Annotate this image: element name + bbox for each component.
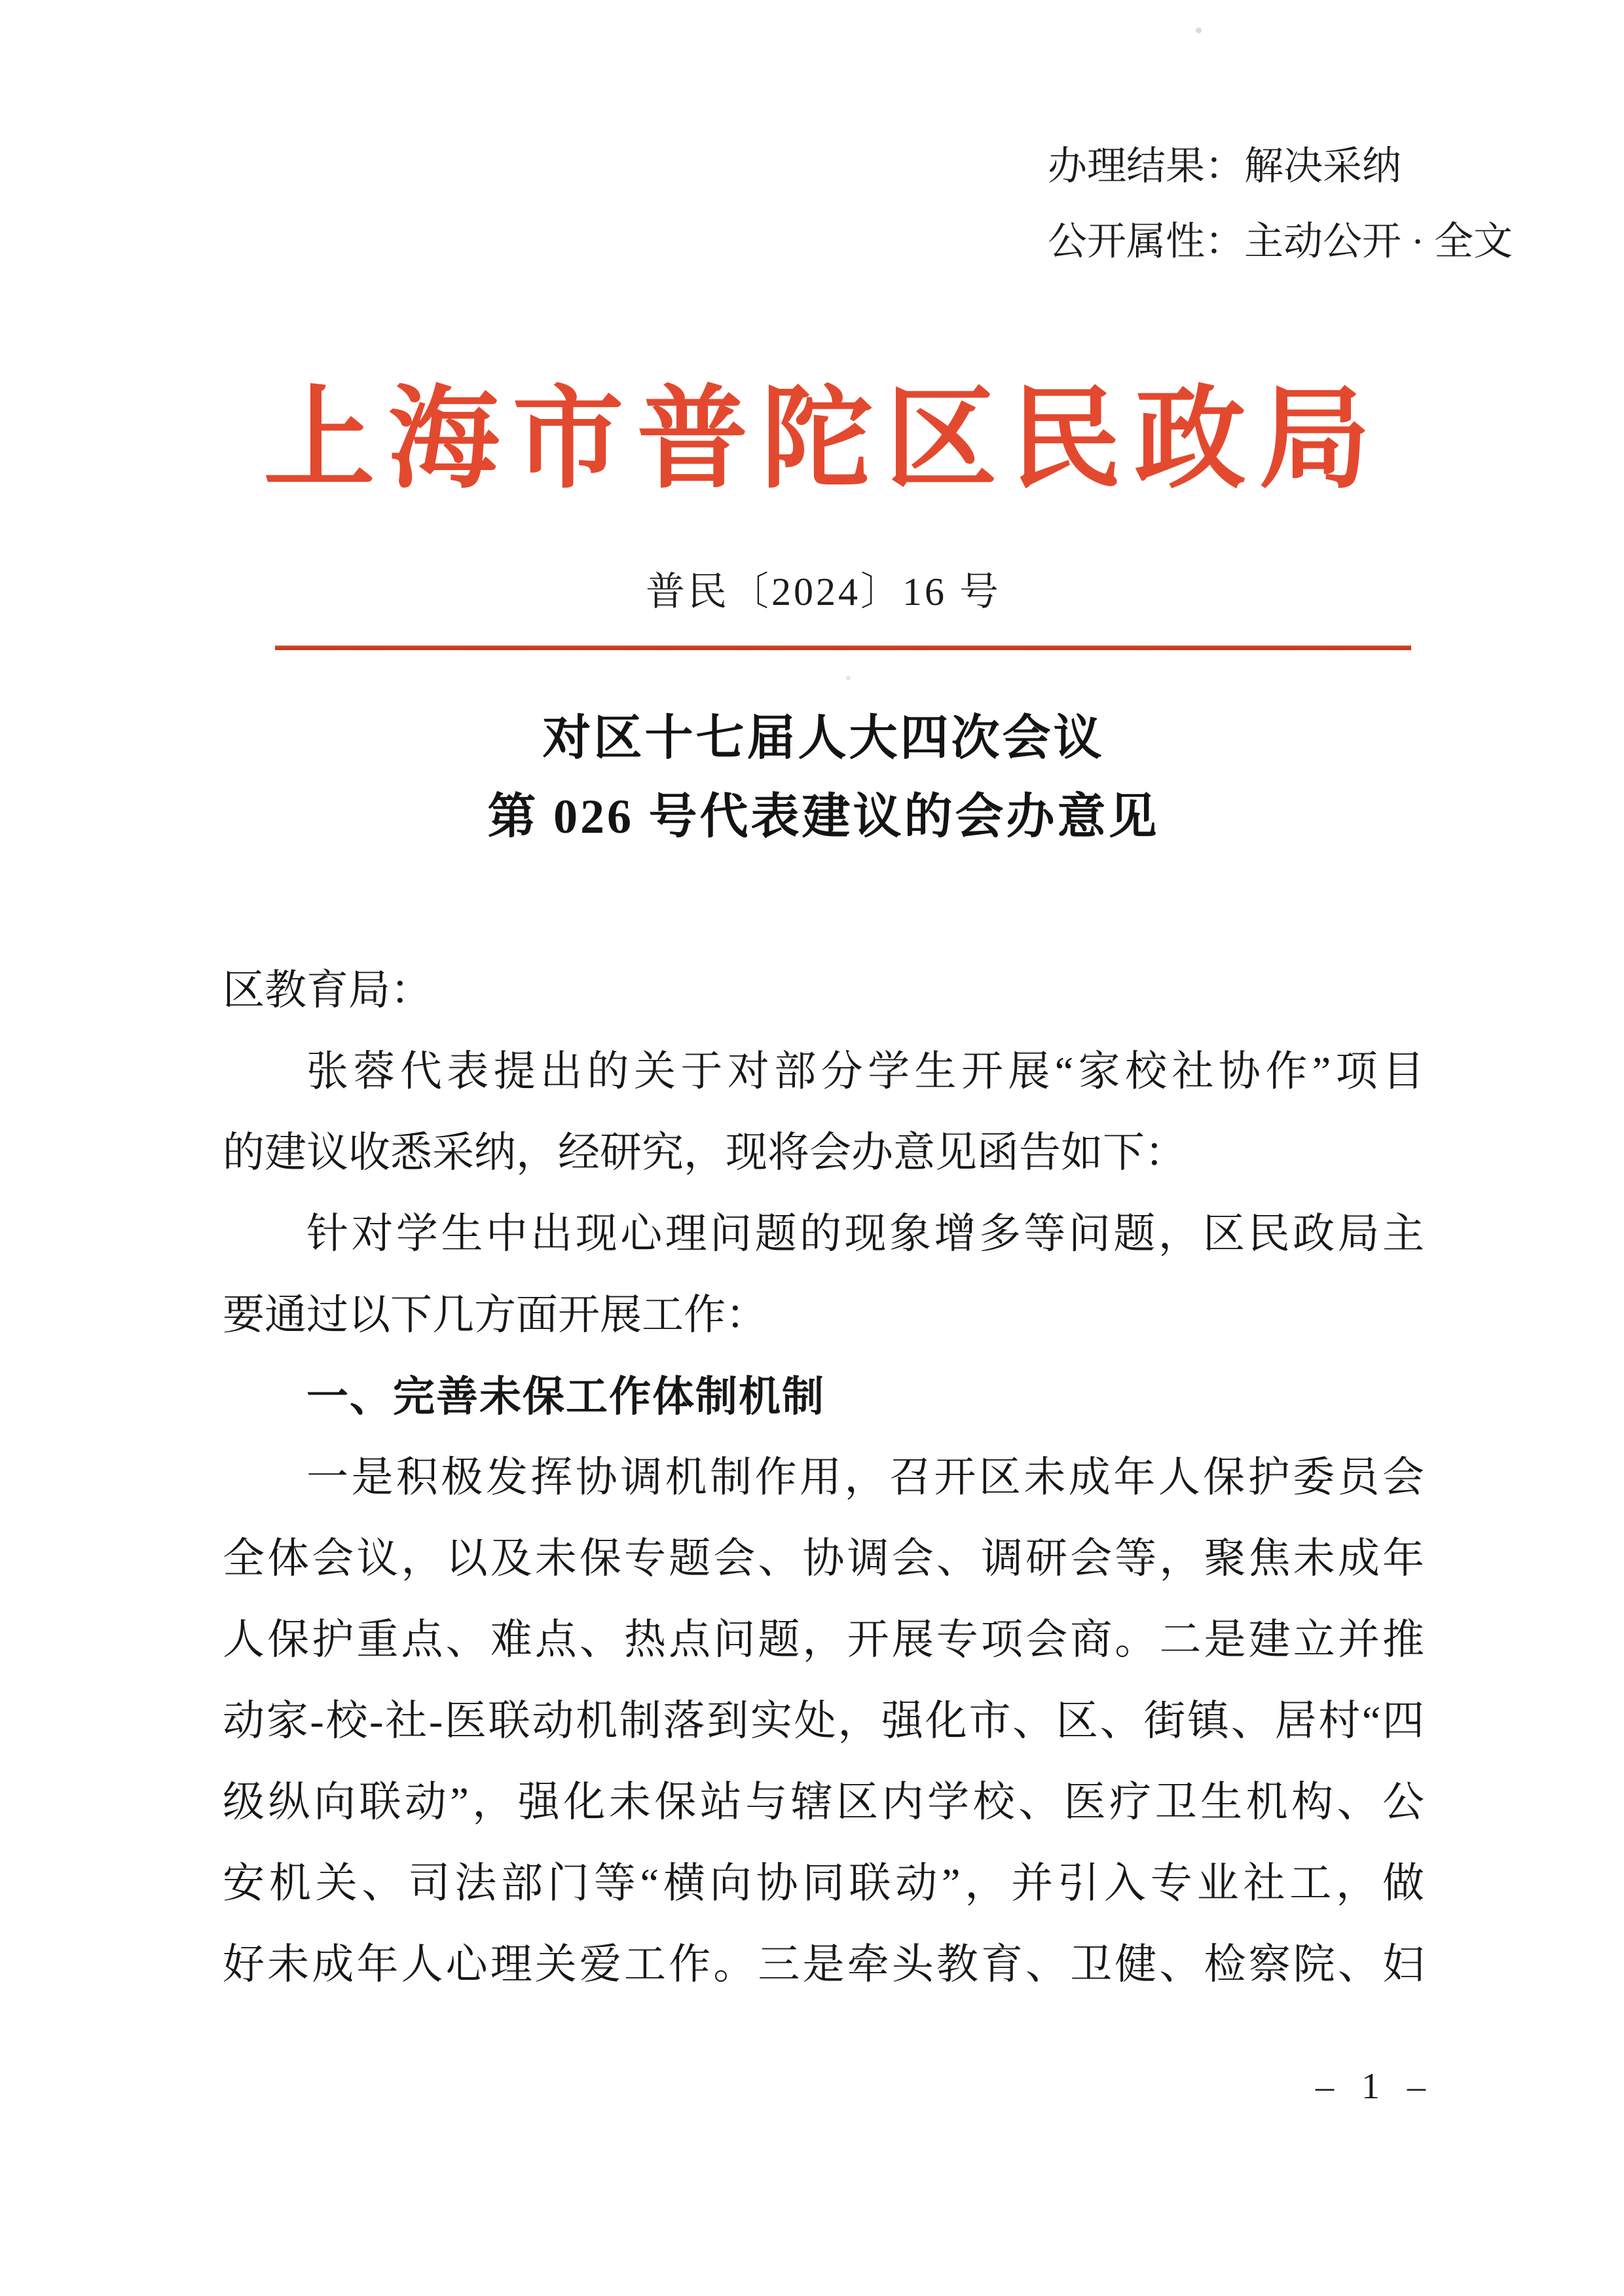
body-line: 动家-校-社-医联动机制落到实处，强化市、区、街镇、居村“四 (223, 1698, 1424, 1744)
body-line: 全体会议，以及未保专题会、协调会、调研会等，聚焦未成年 (223, 1535, 1424, 1582)
scan-speck (846, 676, 851, 680)
body-line: 张蓉代表提出的关于对部分学生开展“家校社协作”项目 (306, 1048, 1424, 1095)
document-title-line1: 对区十七届人大四次会议 (542, 712, 1105, 765)
page-number: – 1 – (1316, 2066, 1435, 2107)
header-meta (1048, 129, 1513, 280)
section-heading-line: 一、完善未保工作体制机制 (306, 1373, 825, 1420)
body-line: 一是积极发挥协调机制作用，召开区未成年人保护委员会 (306, 1454, 1424, 1501)
body-line: 安机关、司法部门等“横向协同联动”，并引入专业社工，做 (223, 1860, 1424, 1906)
scan-speck (1196, 27, 1202, 33)
body-line: 人保护重点、难点、热点问题，开展专项会商。二是建立并推 (223, 1616, 1424, 1663)
handling-result-line: 办理结果：解决采纳 (1048, 145, 1401, 188)
body-line: 要通过以下几方面开展工作： (223, 1292, 767, 1338)
body-line: 级纵向联动”，强化未保站与辖区内学校、医疗卫生机构、公 (223, 1779, 1424, 1825)
body-line: 针对学生中出现心理问题的现象增多等问题，区民政局主 (306, 1211, 1424, 1257)
body-line: 的建议收悉采纳，经研究，现将会办意见函告如下： (223, 1129, 1187, 1176)
salutation-line: 区教育局： (223, 967, 432, 1013)
document-title (223, 699, 1424, 856)
body-line: 好未成年人心理关爱工作。三是牵头教育、卫健、检察院、妇 (223, 1941, 1424, 1988)
document-body (223, 950, 1424, 2005)
document-number: 普民〔2024〕16 号 (646, 570, 1001, 613)
agency-letterhead-title: 上海市普陀区民政局 (263, 378, 1384, 501)
letterhead-divider-rule (275, 646, 1411, 650)
document-title-line2: 第 026 号代表建议的会办意见 (487, 790, 1160, 844)
publicity-attribute-line: 公开属性：主动公开 · 全文 (1048, 220, 1513, 263)
